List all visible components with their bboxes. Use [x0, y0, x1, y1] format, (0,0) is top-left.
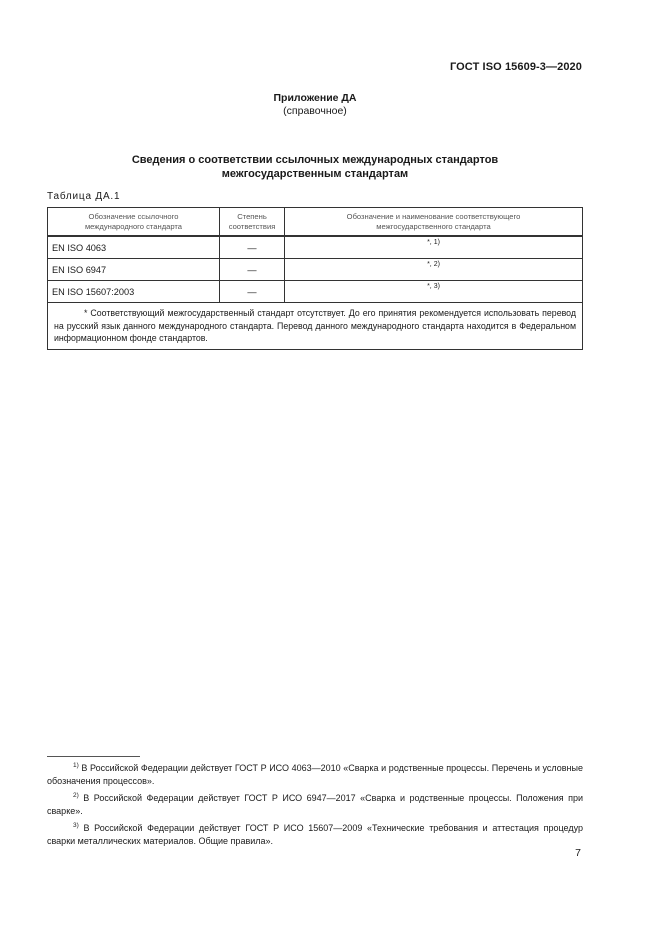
table-row	[48, 259, 583, 281]
cell-degree: —	[220, 281, 285, 303]
table-caption: Таблица ДА.1	[47, 191, 121, 202]
header-interstate-standard: Обозначение и наименование соответствующего межгосударственного стандарта	[285, 208, 583, 237]
table-header-row	[48, 208, 583, 237]
cell-standard: EN ISO 6947	[48, 259, 220, 281]
appendix-heading	[0, 92, 630, 118]
document-code: ГОСТ ISO 15609-3—2020	[449, 61, 582, 73]
footnote: $^{1)}$ В Российской Федерации действует ГОСТ Р ИСО 4063—2010 «Сварка и родственные процессы. Перечень и условные обозначения процессов».	[47, 762, 583, 786]
cell-gost: *, 2)	[285, 259, 583, 281]
footnote: $^{2)}$ В Российской Федерации действует ГОСТ Р ИСО 6947—2017 «Сварка и родственные процессы. Положения при сварке».	[47, 792, 583, 816]
cell-standard: EN ISO 4063	[48, 236, 220, 259]
header-degree: Степень соответствия	[220, 208, 285, 237]
correspondence-table	[47, 207, 583, 350]
header-international-standard: Обозначение ссылочного международного стандарта	[48, 208, 220, 237]
table-note-row	[48, 303, 583, 350]
cell-gost: *, 3)	[285, 281, 583, 303]
footnote-separator	[47, 756, 140, 757]
footnotes	[47, 760, 583, 850]
section-title-line1: Сведения о соответствии ссылочных международных стандартов	[131, 154, 499, 166]
appendix-subtitle: (справочное)	[283, 105, 347, 117]
cell-degree: —	[220, 236, 285, 259]
table-row	[48, 236, 583, 259]
cell-gost: *, 1)	[285, 236, 583, 259]
section-title-line2: межгосударственным стандартам	[221, 168, 409, 180]
page-number: 7	[575, 847, 581, 859]
cell-standard: EN ISO 15607:2003	[48, 281, 220, 303]
table-note: * Соответствующий межгосударственный стандарт отсутствует. До его принятия рекомендуется использовать перевод на русский язык данного международного стандарта. Перевод данного международного стандарта находится в Федеральном информационном фонде стандартов.	[48, 303, 583, 350]
appendix-title: Приложение ДА	[273, 92, 357, 104]
table-row	[48, 281, 583, 303]
footnote: $^{3)}$ В Российской Федерации действует ГОСТ Р ИСО 15607—2009 «Технические требования и аттестация процедур сварки металлических материалов. Общие правила».	[47, 822, 583, 846]
section-title	[0, 153, 630, 181]
cell-degree: —	[220, 259, 285, 281]
